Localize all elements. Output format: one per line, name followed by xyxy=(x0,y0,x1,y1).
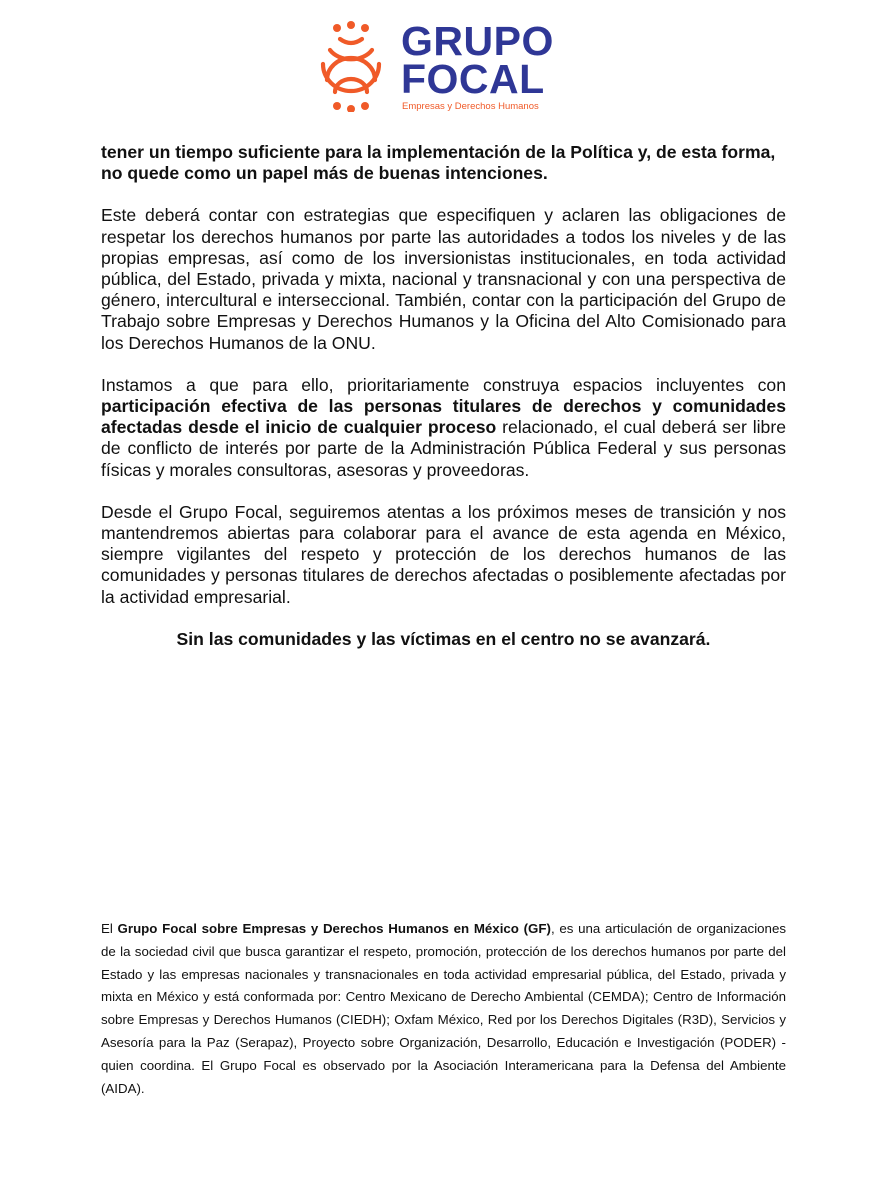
grupo-focal-logo-icon xyxy=(318,20,384,112)
logo-line-2: FOCAL xyxy=(401,56,545,102)
paragraph-3-emphasis: participación efectiva de las personas titulares de derechos y comunidades afectadas desde el inicio de cualquier proceso xyxy=(101,396,786,438)
paragraph-3-start: Instamos a que para ello, prioritariamente construya espacios incluyentes con xyxy=(101,374,786,395)
logo-tagline: Empresas y Derechos Humanos xyxy=(402,101,539,112)
footer-text: , es una articulación de organizaciones de la sociedad civil que busca garantizar el respeto, promoción, protección de los derechos humanos por parte del Estado y las empresas nacionales y transnacionales en toda actividad empresarial pública, del Estado, privada y mixta en México y está conformada por: Centro Mexicano de Derecho Ambiental (CEMDA); Centro de Información sobre Empresas y Derechos Humanos (CIEDH); Oxfam México, Red por los Derechos Digitales (R3D), Servicios y Asesoría para la Paz (Serapaz), Proyecto sobre Organización, Desarrollo, Educación e Investigación (PODER) - quien coordina. El Grupo Focal es observado por la Asociación Interamericana para la Defensa del Ambiente (AIDA). xyxy=(101,921,786,1096)
paragraph-3 xyxy=(101,375,786,481)
logo-wordmark xyxy=(401,18,554,102)
grupo-focal-logo xyxy=(318,20,558,115)
closing-statement: Sin las comunidades y las víctimas en el centro no se avanzará. xyxy=(176,628,711,649)
paragraph-2: Este deberá contar con estrategias que especifiquen y aclaren las obligaciones de respetar los derechos humanos por parte las autoridades a todos los niveles y de las propias empresas, así como de los inversionistas institucionales, en toda actividad pública, del Estado, privada y mixta, nacional y transnacional y con una perspectiva de género, intercultural e interseccional. También, contar con la participación del Grupo de Trabajo sobre Empresas y Derechos Humanos y la Oficina del Alto Comisionado para los Derechos Humanos de la ONU. xyxy=(101,205,786,353)
logo-line-1: GRUPO xyxy=(401,18,554,64)
document-body xyxy=(101,142,786,671)
paragraph-4: Desde el Grupo Focal, seguiremos atentas a los próximos meses de transición y nos mantendremos abiertas para colaborar para el avance de esta agenda en México, siempre vigilantes del respeto y protección de los derechos humanos de las comunidades y personas titulares de derechos afectadas o posiblemente afectadas por la actividad empresarial. xyxy=(101,501,786,607)
footer-org-name: Grupo Focal sobre Empresas y Derechos Humanos en México (GF) xyxy=(117,921,551,936)
footer-note xyxy=(101,918,786,1100)
paragraph-3-end: relacionado, el cual deberá ser libre de conflicto de interés por parte de la Administración Pública Federal y sus personas físicas y morales consultoras, asesoras y proveedoras. xyxy=(101,417,786,480)
paragraph-1 xyxy=(101,142,786,184)
paragraph-1-text: tener un tiempo suficiente para la implementación de la Política y, de esta forma, no quede como un papel más de buenas intenciones. xyxy=(101,142,776,184)
footer-lead: El xyxy=(101,921,118,936)
footer-paragraph xyxy=(101,918,786,1100)
